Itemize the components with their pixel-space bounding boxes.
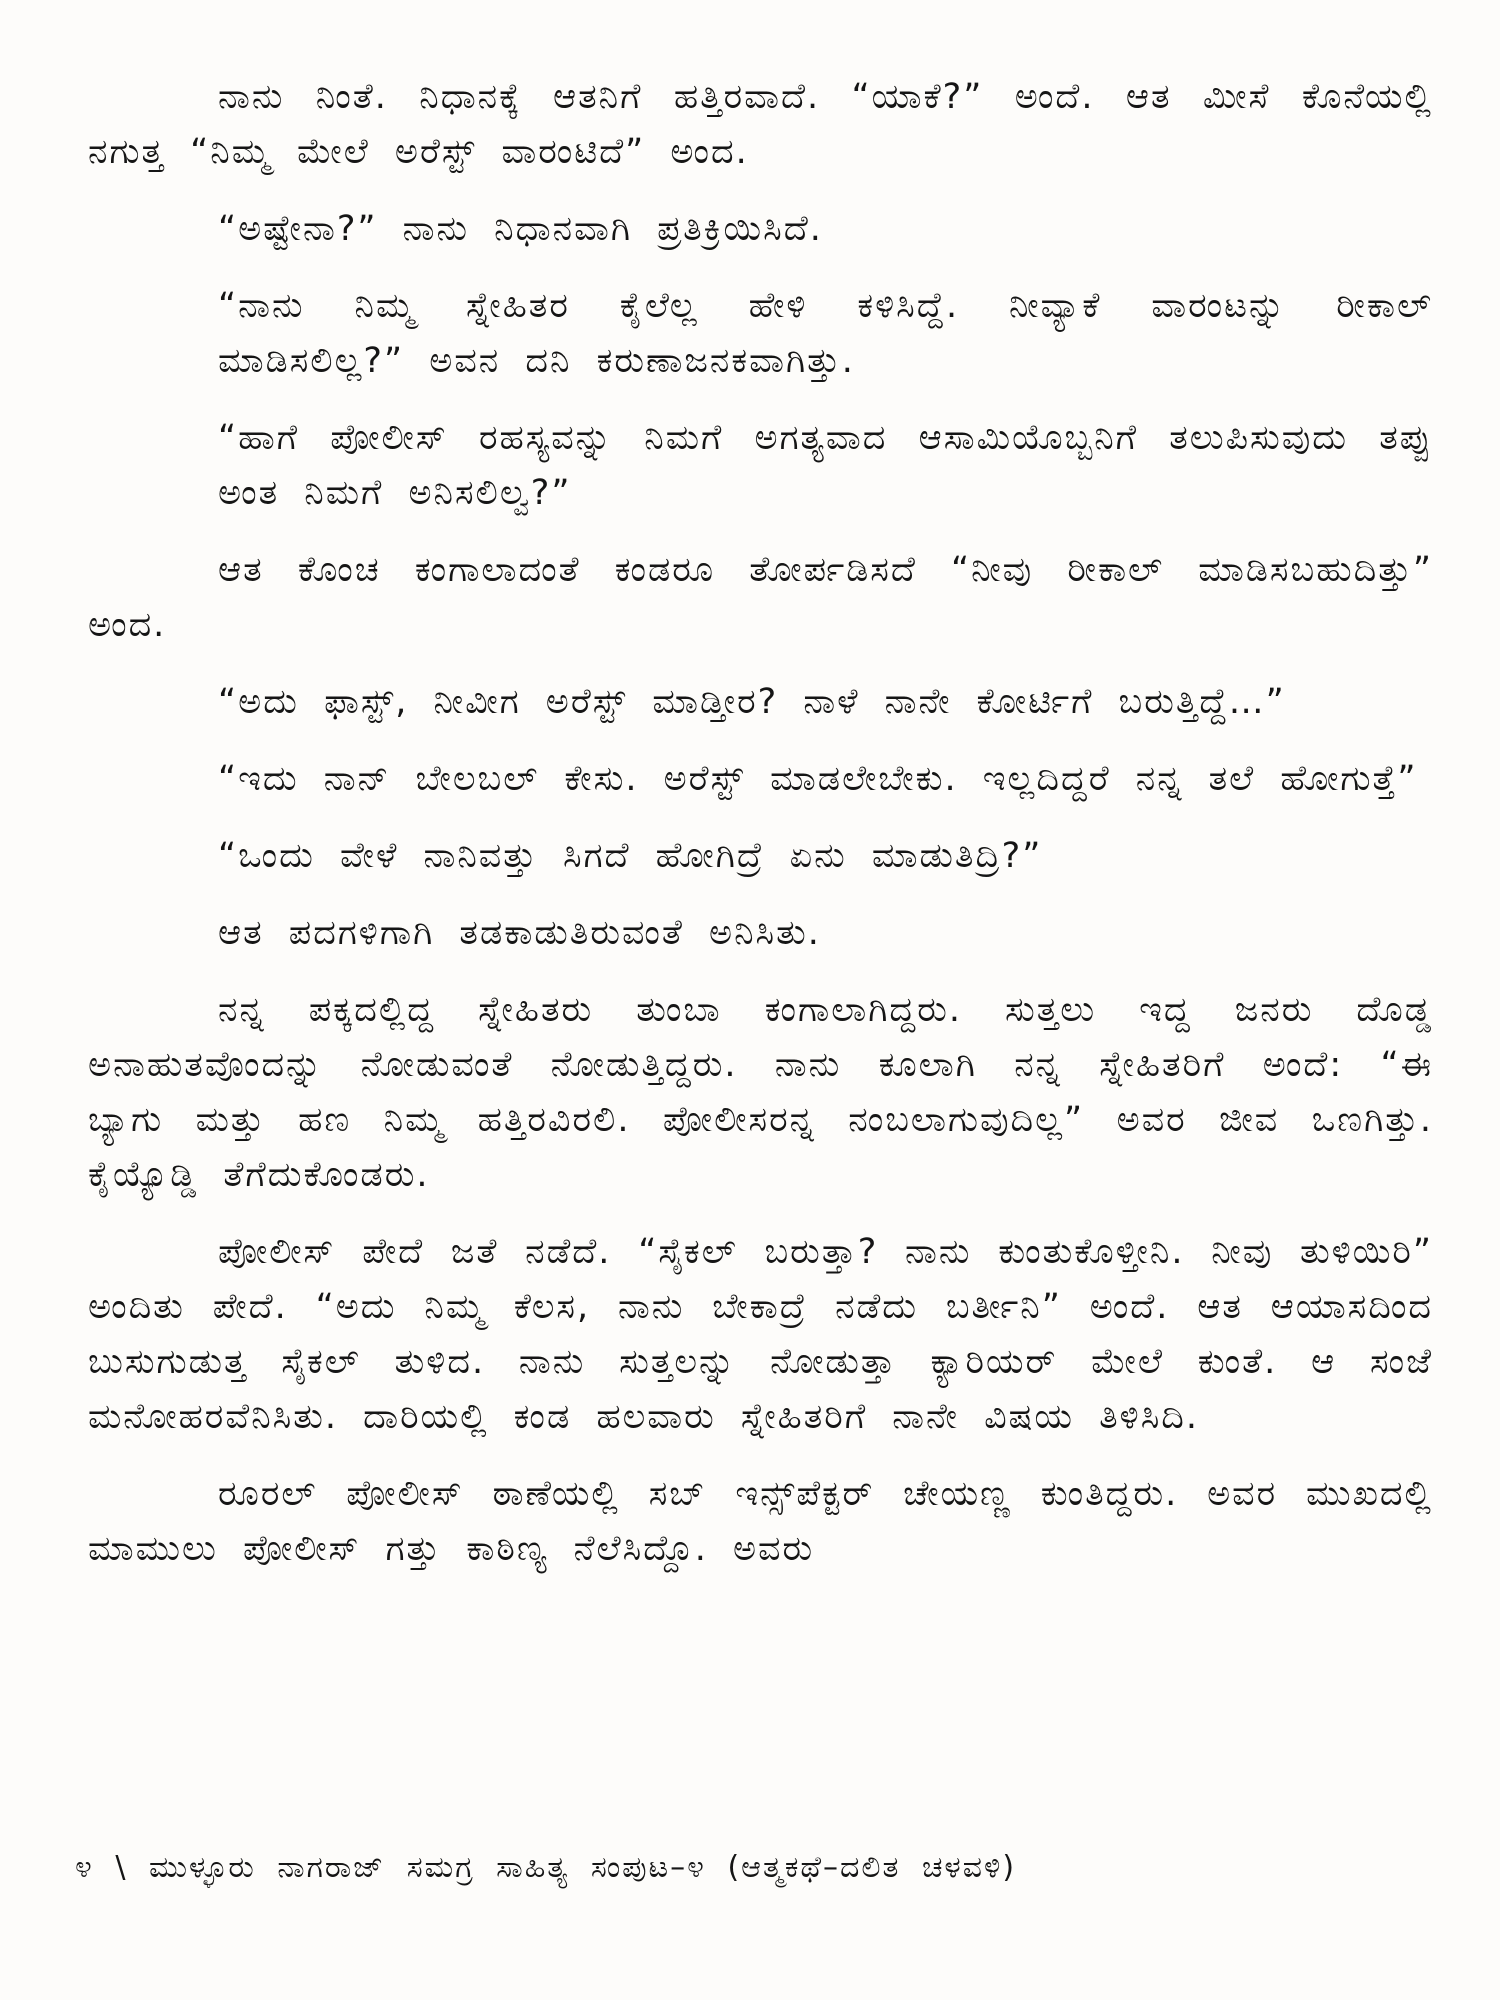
paragraph-2: “ಅಷ್ಟೇನಾ?” ನಾನು ನಿಧಾನವಾಗಿ ಪ್ರತಿಕ್ರಿಯಿಸಿದೆ. xyxy=(218,209,823,249)
paragraph-10: ನನ್ನ ಪಕ್ಕದಲ್ಲಿದ್ದ ಸ್ನೇಹಿತರು ತುಂಬಾ ಕಂಗಾಲಾಗಿದ್ದರು. ಸುತ್ತಲು ಇದ್ದ ಜನರು ದೊಡ್ಡ ಅನಾಹುತವೊಂದನ್ನು ನೋಡುವಂತೆ ನೋಡುತ್ತಿದ್ದರು. ನಾನು ಕೂಲಾಗಿ ನನ್ನ ಸ್ನೇಹಿತರಿಗೆ ಅಂದೆ: “ಈ ಬ್ಯಾಗು ಮತ್ತು ಹಣ ನಿಮ್ಮ ಹತ್ತಿರವಿರಲಿ. ಪೋಲೀಸರನ್ನ ನಂಬಲಾಗುವುದಿಲ್ಲ” ಅವರ ಜೀವ ಒಣಗಿತ್ತು. ಕೈಯ್ಯೊಡ್ಡಿ ತೆಗೆದುಕೊಂಡರು. xyxy=(88,990,1433,1195)
paragraph-4: “ಹಾಗೆ ಪೋಲೀಸ್ ರಹಸ್ಯವನ್ನು ನಿಮಗೆ ಅಗತ್ಯವಾದ ಆಸಾಮಿಯೊಬ್ಬನಿಗೆ ತಲುಪಿಸುವುದು ತಪ್ಪು ಅಂತ ನಿಮಗೆ ಅನಿಸಲಿಲ್ವ?” xyxy=(218,418,1433,513)
paragraph-3: “ನಾನು ನಿಮ್ಮ ಸ್ನೇಹಿತರ ಕೈಲೆಲ್ಲ ಹೇಳಿ ಕಳಿಸಿದ್ದೆ. ನೀವ್ಯಾಕೆ ವಾರಂಟನ್ನು ರೀಕಾಲ್ ಮಾಡಿಸಲಿಲ್ಲ?” ಅವನ ದನಿ ಕರುಣಾಜನಕವಾಗಿತ್ತು. xyxy=(218,286,1433,381)
paragraph-8: “ಒಂದು ವೇಳೆ ನಾನಿವತ್ತು ಸಿಗದೆ ಹೋಗಿದ್ರೆ ಏನು ಮಾಡುತಿದ್ರಿ?” xyxy=(218,836,1043,876)
paragraph-1: ನಾನು ನಿಂತೆ. ನಿಧಾನಕ್ಕೆ ಆತನಿಗೆ ಹತ್ತಿರವಾದೆ. “ಯಾಕೆ?” ಅಂದೆ. ಆತ ಮೀಸೆ ಕೊನೆಯಲ್ಲಿ ನಗುತ್ತ “ನಿಮ್ಮ ಮೇಲೆ ಅರೆಸ್ಟ್ ವಾರಂಟಿದೆ” ಅಂದ. xyxy=(88,77,1433,172)
paragraph-12: ರೂರಲ್ ಪೋಲೀಸ್ ಠಾಣೆಯಲ್ಲಿ ಸಬ್ ಇನ್ಸ್‌ಪೆಕ್ಟರ್ ಚೇಯಣ್ಣ ಕುಂತಿದ್ದರು. ಅವರ ಮುಖದಲ್ಲಿ ಮಾಮುಲು ಪೋಲೀಸ್ ಗತ್ತು ಕಾಠಿಣ್ಯ ನೆಲೆಸಿದ್ದೊ. ಅವರು xyxy=(88,1474,1433,1569)
paragraph-9: ಆತ ಪದಗಳಿಗಾಗಿ ತಡಕಾಡುತಿರುವಂತೆ ಅನಿಸಿತು. xyxy=(218,913,821,953)
paragraph-6: “ಅದು ಫಾಸ್ಟ್, ನೀವೀಗ ಅರೆಸ್ಟ್ ಮಾಡ್ತೀರ? ನಾಳೆ ನಾನೇ ಕೋರ್ಟಿಗೆ ಬರುತ್ತಿದ್ದೆ…” xyxy=(218,682,1286,722)
page-footer: ೪ \ ಮುಳ್ಳೂರು ನಾಗರಾಜ್ ಸಮಗ್ರ ಸಾಹಿತ್ಯ ಸಂಪುಟ–೪ (ಆತ್ಮಕಥೆ–ದಲಿತ ಚಳವಳಿ) xyxy=(75,1850,1017,1885)
paragraph-11: ಪೋಲೀಸ್ ಪೇದೆ ಜತೆ ನಡೆದೆ. “ಸೈಕಲ್ ಬರುತ್ತಾ? ನಾನು ಕುಂತುಕೊಳ್ತೀನಿ. ನೀವು ತುಳಿಯಿರಿ” ಅಂದಿತು ಪೇದೆ. “ಅದು ನಿಮ್ಮ ಕೆಲಸ, ನಾನು ಬೇಕಾದ್ರೆ ನಡೆದು ಬರ್ತೀನಿ” ಅಂದೆ. ಆತ ಆಯಾಸದಿಂದ ಬುಸುಗುಡುತ್ತ ಸೈಕಲ್ ತುಳಿದ. ನಾನು ಸುತ್ತಲನ್ನು ನೋಡುತ್ತಾ ಕ್ಯಾರಿಯರ್ ಮೇಲೆ ಕುಂತೆ. ಆ ಸಂಜೆ ಮನೋಹರವೆನಿಸಿತು. ದಾರಿಯಲ್ಲಿ ಕಂಡ ಹಲವಾರು ಸ್ನೇಹಿತರಿಗೆ ನಾನೇ ವಿಷಯ ತಿಳಿಸಿದಿ. xyxy=(88,1232,1433,1437)
paragraph-5: ಆತ ಕೊಂಚ ಕಂಗಾಲಾದಂತೆ ಕಂಡರೂ ತೋರ್ಪಡಿಸದೆ “ನೀವು ರೀಕಾಲ್ ಮಾಡಿಸಬಹುದಿತ್ತು” ಅಂದ. xyxy=(88,550,1433,645)
paragraph-7: “ಇದು ನಾನ್ ಬೇಲಬಲ್ ಕೇಸು. ಅರೆಸ್ಟ್ ಮಾಡಲೇಬೇಕು. ಇಲ್ಲದಿದ್ದರೆ ನನ್ನ ತಲೆ ಹೋಗುತ್ತೆ” xyxy=(218,759,1418,799)
page-body xyxy=(88,70,1433,1599)
